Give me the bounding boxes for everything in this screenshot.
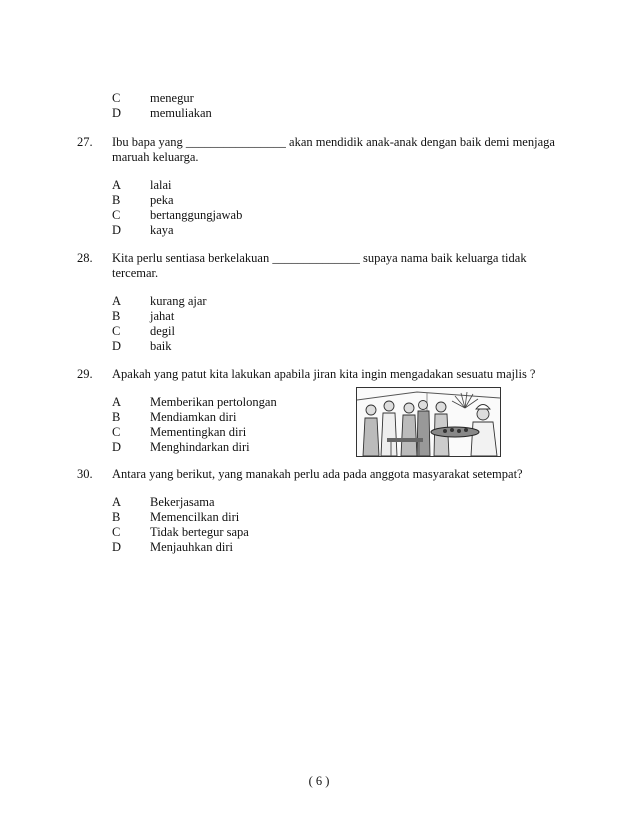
option-text: Tidak bertegur sapa xyxy=(150,525,249,539)
option-text: Mementingkan diri xyxy=(150,425,247,439)
option-text: bertanggungjawab xyxy=(150,208,243,222)
question-number: 28. xyxy=(77,251,93,265)
option-letter: B xyxy=(112,510,121,524)
option-letter: B xyxy=(112,309,121,323)
option-text: baik xyxy=(150,339,172,353)
question-text: Antara yang berikut, yang manakah perlu ada pada anggota masyarakat setempat? xyxy=(112,467,523,481)
option-text: peka xyxy=(150,193,174,207)
option-text: Menjauhkan diri xyxy=(150,540,233,554)
option-letter: C xyxy=(112,91,121,105)
option-text: Memberikan pertolongan xyxy=(150,395,277,409)
option-letter: C xyxy=(112,525,121,539)
question-number: 27. xyxy=(77,135,93,149)
option-text: jahat xyxy=(150,309,175,323)
option-text: kurang ajar xyxy=(150,294,207,308)
question-number: 30. xyxy=(77,467,93,481)
question-number: 29. xyxy=(77,367,93,381)
question-text: Ibu bapa yang ________________ akan mendidik anak-anak dengan baik demi menjaga xyxy=(112,135,555,149)
community-gathering-illustration xyxy=(356,387,501,457)
option-letter: B xyxy=(112,193,121,207)
option-letter: D xyxy=(112,540,122,554)
option-letter: C xyxy=(112,425,121,439)
option-letter: A xyxy=(112,495,122,509)
option-letter: D xyxy=(112,339,122,353)
option-text: Mendiamkan diri xyxy=(150,410,237,424)
option-text: menegur xyxy=(150,91,194,105)
question-text: maruah keluarga. xyxy=(112,150,199,164)
option-letter: A xyxy=(112,178,122,192)
question-text: Apakah yang patut kita lakukan apabila jiran kita ingin mengadakan sesuatu majlis ? xyxy=(112,367,536,381)
option-text: lalai xyxy=(150,178,172,192)
option-letter: D xyxy=(112,223,122,237)
option-letter: A xyxy=(112,294,122,308)
page-number: ( 6 ) xyxy=(308,774,330,788)
option-letter: A xyxy=(112,395,122,409)
option-letter: D xyxy=(112,440,122,454)
option-text: Menghindarkan diri xyxy=(150,440,250,454)
option-text: memuliakan xyxy=(150,106,212,120)
option-text: degil xyxy=(150,324,175,338)
question-text: tercemar. xyxy=(112,266,159,280)
gathering-drawing xyxy=(357,388,500,456)
option-text: Bekerjasama xyxy=(150,495,215,509)
option-letter: C xyxy=(112,324,121,338)
option-text: Memencilkan diri xyxy=(150,510,240,524)
option-text: kaya xyxy=(150,223,174,237)
option-letter: D xyxy=(112,106,122,120)
question-text: Kita perlu sentiasa berkelakuan ______________ supaya nama baik keluarga tidak xyxy=(112,251,527,265)
option-letter: B xyxy=(112,410,121,424)
option-letter: C xyxy=(112,208,121,222)
